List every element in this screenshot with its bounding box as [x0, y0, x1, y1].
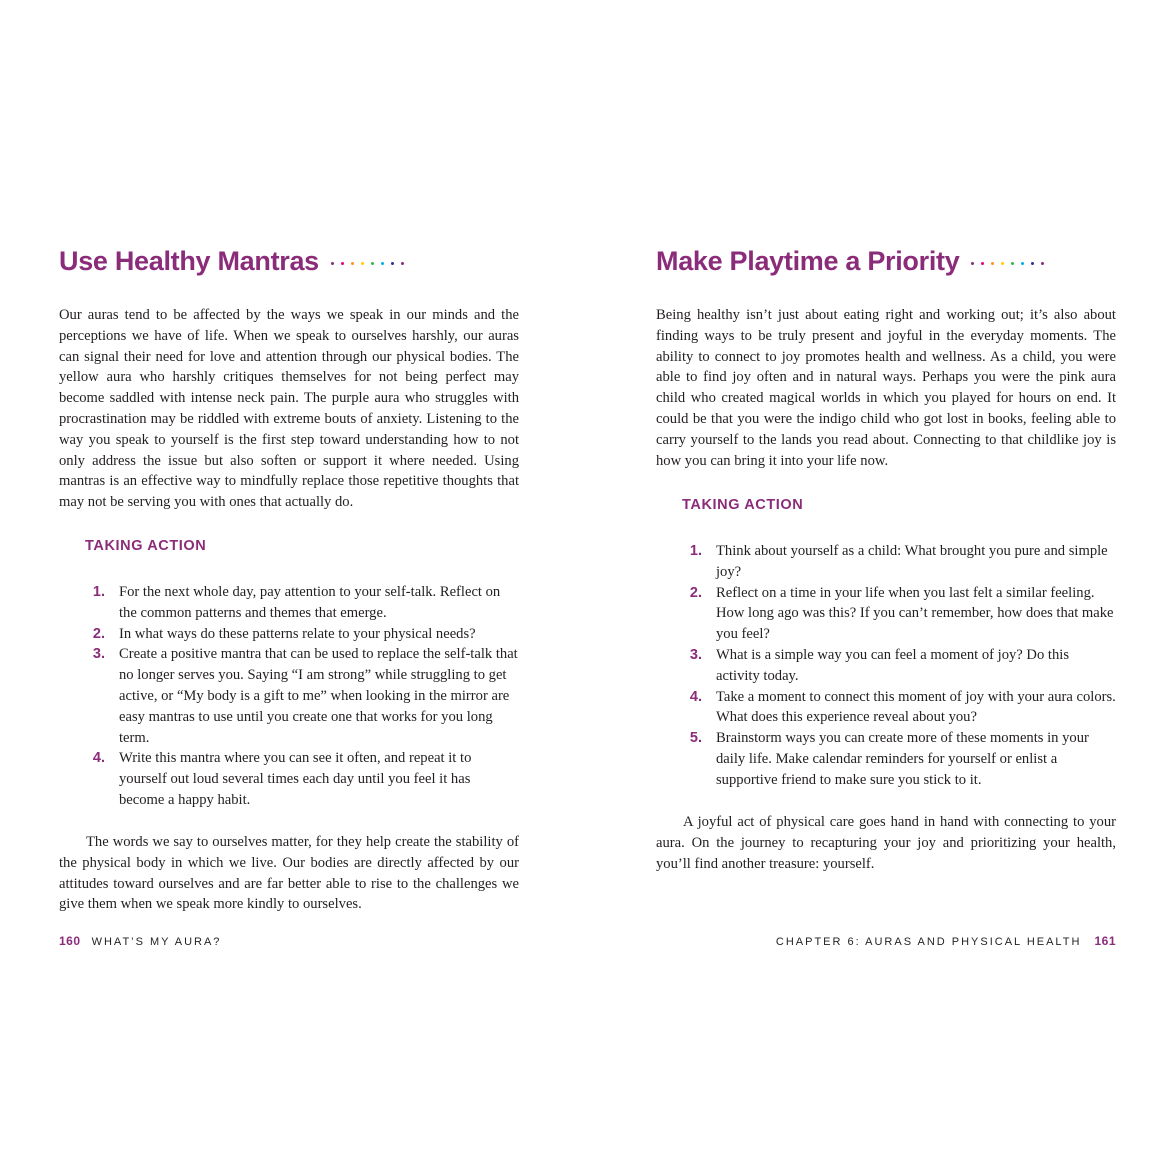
step-text: What is a simple way you can feel a moment of joy? Do this activity today. — [716, 646, 1069, 684]
dot-icon — [1021, 262, 1024, 265]
left-step-item — [85, 644, 519, 748]
dot-icon — [971, 262, 974, 265]
dot-icon — [351, 262, 354, 265]
right-step-item — [682, 728, 1116, 790]
right-taking-action-label: TAKING ACTION — [682, 497, 804, 513]
right-page-heading: Make Playtime a Priority — [656, 246, 960, 276]
right-heading-row — [656, 246, 1051, 277]
left-step-item — [85, 748, 519, 810]
right-step-item — [682, 687, 1116, 729]
right-step-item — [682, 645, 1116, 687]
step-number: 2. — [689, 584, 702, 601]
rainbow-dots-icon — [971, 262, 1051, 265]
step-number: 1. — [92, 584, 105, 600]
right-steps-list — [682, 541, 1116, 791]
step-number: 4. — [92, 750, 105, 767]
dot-icon — [381, 262, 384, 265]
left-intro-paragraph: Our auras tend to be affected by the ways we speak in our minds and the perceptions we have of life. When we speak to ourselves harshly, our auras can signal their need for love and attention through our physical bodies. The yellow aura who harshly critiques themselves for not being perfect may become saddled with intense neck pain. The purple aura who struggles with procrastination may be riddled with extreme bouts of anxiety. Listening to the way you speak to yourself is the first step toward understanding how to not only address the issue but also soften or support it where needed. Using mantras is an effective way to mindfully replace those repetitive thoughts that may not be serving you with ones that actually do. — [59, 307, 519, 511]
dot-icon — [371, 262, 374, 265]
dot-icon — [991, 262, 994, 265]
step-text: Brainstorm ways you can create more of these moments in your daily life. Make calendar reminders for yourself or enlist a supportive friend to make sure you stick to it. — [716, 730, 1089, 788]
step-text: Reflect on a time in your life when you last felt a similar feeling. How long ago was this? If you can’t remember, how does that make you feel? — [716, 584, 1114, 643]
step-number: 1. — [689, 543, 702, 559]
left-step-item — [85, 582, 519, 624]
right-running-title: CHAPTER 6: AURAS AND PHYSICAL HEALTH — [775, 936, 1082, 948]
dot-icon — [391, 262, 394, 265]
step-text: Write this mantra where you can see it often, and repeat it to yourself out loud several times each day until you feel it has become a happy habit. — [119, 750, 472, 808]
step-text: Take a moment to connect this moment of joy with your aura colors. What does this experience reveal about you? — [716, 688, 1116, 726]
step-number: 3. — [92, 646, 105, 663]
left-steps-list — [85, 582, 519, 811]
dot-icon — [1011, 262, 1014, 265]
dot-icon — [1001, 262, 1004, 265]
left-taking-action-label: TAKING ACTION — [85, 538, 207, 554]
left-page-number: 160 — [59, 934, 81, 948]
right-page-number: 161 — [1094, 934, 1116, 948]
dot-icon — [981, 262, 984, 265]
right-step-item — [682, 583, 1116, 645]
left-closing-paragraph: The words we say to ourselves matter, for they help create the stability of the physical body in which we live. Our bodies are directly affected by our attitudes toward ourselves and are far better able to rise to the challenges we give them when we speak more kindly to ourselves. — [59, 834, 519, 913]
right-closing-paragraph: A joyful act of physical care goes hand in hand with connecting to your aura. On the journey to recapturing your joy and prioritizing your health, you’ll find another treasure: yourself. — [656, 814, 1116, 872]
dot-icon — [361, 262, 364, 265]
step-text: For the next whole day, pay attention to your self-talk. Reflect on the common patterns and themes that emerge. — [119, 584, 501, 621]
left-running-title: WHAT’S MY AURA? — [91, 936, 222, 948]
left-heading-row — [59, 246, 411, 277]
left-page-heading: Use Healthy Mantras — [59, 246, 319, 276]
dot-icon — [1041, 262, 1044, 265]
dot-icon — [401, 262, 404, 265]
left-footer — [59, 934, 221, 948]
right-step-item — [682, 541, 1116, 583]
step-text: Think about yourself as a child: What brought you pure and simple joy? — [716, 543, 1108, 580]
right-intro-paragraph: Being healthy isn’t just about eating right and working out; it’s also about finding ways to be truly present and joyful in the everyday moments. The ability to connect to joy promotes health and wellness. As a child, you were able to find joy often and in natural ways. Perhaps you were the pink aura child who created magical worlds in which you played for hours on end. It could be that you were the indigo child who got lost in books, feeling able to carry yourself to the lands you read about. Connecting to that childlike joy is how you can bring it into your life now. — [656, 307, 1116, 469]
step-number: 5. — [689, 730, 702, 747]
step-number: 3. — [689, 646, 702, 663]
step-text: In what ways do these patterns relate to your physical needs? — [119, 625, 476, 642]
left-step-item — [85, 624, 519, 645]
dot-icon — [1031, 262, 1034, 265]
dot-icon — [341, 262, 344, 265]
right-footer — [776, 934, 1116, 948]
dot-icon — [331, 262, 334, 265]
step-number: 2. — [92, 625, 105, 642]
step-text: Create a positive mantra that can be used to replace the self-talk that no longer serves you. Saying “I am strong” while struggling to get active, or “My body is a gift to me” when looking in the mirror are easy mantras to use until you create one that works for you long term. — [119, 646, 518, 746]
rainbow-dots-icon — [331, 262, 411, 265]
step-number: 4. — [689, 688, 702, 705]
